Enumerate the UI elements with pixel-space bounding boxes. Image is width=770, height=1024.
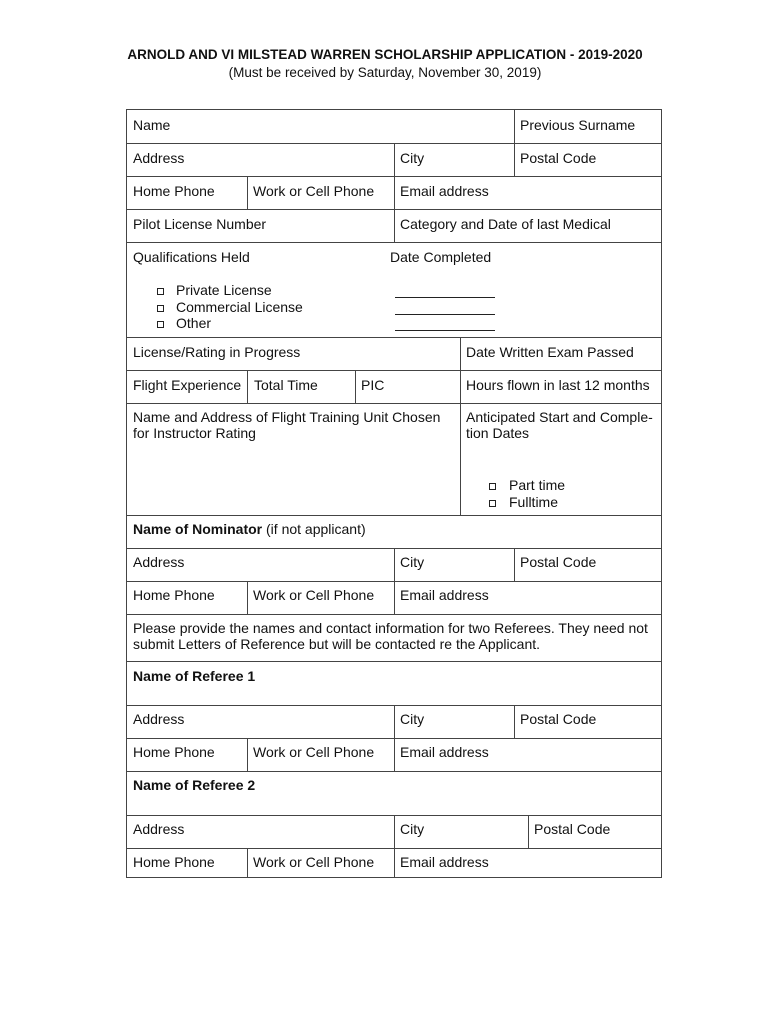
referee1-city-field[interactable]: City <box>400 711 425 727</box>
nominator-work-phone-field[interactable]: Work or Cell Phone <box>253 587 375 603</box>
referee1-email-field[interactable]: Email address <box>400 744 489 760</box>
pic-field[interactable]: PIC <box>361 377 385 393</box>
date-completed-heading: Date Completed <box>390 249 492 265</box>
commercial-license-label: Commercial License <box>176 299 303 315</box>
city-field[interactable]: City <box>400 150 425 166</box>
private-license-label: Private License <box>176 282 272 298</box>
commercial-license-date-line[interactable] <box>395 314 495 315</box>
fulltime-checkbox[interactable] <box>489 500 496 507</box>
name-field[interactable]: Name <box>133 117 171 133</box>
other-label: Other <box>176 315 212 331</box>
referee1-address-field[interactable]: Address <box>133 711 185 727</box>
other-date-line[interactable] <box>395 330 495 331</box>
fulltime-label: Fulltime <box>509 494 559 510</box>
referee2-work-phone-field[interactable]: Work or Cell Phone <box>253 854 375 870</box>
referee1-work-phone-field[interactable]: Work or Cell Phone <box>253 744 375 760</box>
address-field[interactable]: Address <box>133 150 185 166</box>
nominator-postal-code-field[interactable]: Postal Code <box>520 554 597 570</box>
nominator-name-field[interactable] <box>133 521 366 537</box>
part-time-label: Part time <box>509 477 566 493</box>
nominator-home-phone-field[interactable]: Home Phone <box>133 587 215 603</box>
flight-experience-label: Flight Experience <box>133 377 242 393</box>
work-phone-field[interactable]: Work or Cell Phone <box>253 183 375 199</box>
referee1-postal-code-field[interactable]: Postal Code <box>520 711 597 727</box>
part-time-checkbox[interactable] <box>489 483 496 490</box>
license-rating-field[interactable]: License/Rating in Progress <box>133 344 301 360</box>
training-unit-field[interactable]: Name and Address of Flight Training Unit Chosen for Instructor Rating <box>133 409 441 441</box>
nominator-address-field[interactable]: Address <box>133 554 185 570</box>
nominator-name-note: (if not applicant) <box>266 521 366 537</box>
form-title: ARNOLD AND VI MILSTEAD WARREN SCHOLARSHIP APPLICATION - 2019-2020 <box>127 47 643 62</box>
hours-12-months-field[interactable]: Hours flown in last 12 months <box>466 377 650 393</box>
referee2-home-phone-field[interactable]: Home Phone <box>133 854 215 870</box>
referee2-name-field[interactable]: Name of Referee 2 <box>133 777 256 793</box>
referee-instructions: Please provide the names and contact information for two Referees. They need not submit Letters of Reference but will be contacted re the Applicant. <box>133 620 648 652</box>
start-dates-field[interactable]: Anticipated Start and Comple-tion Dates <box>466 409 653 441</box>
email-field[interactable]: Email address <box>400 183 489 199</box>
referee2-postal-code-field[interactable]: Postal Code <box>534 821 611 837</box>
nominator-city-field[interactable]: City <box>400 554 425 570</box>
private-license-checkbox[interactable] <box>157 288 164 295</box>
other-checkbox[interactable] <box>157 321 164 328</box>
referee2-address-field[interactable]: Address <box>133 821 185 837</box>
referee2-city-field[interactable]: City <box>400 821 425 837</box>
home-phone-field[interactable]: Home Phone <box>133 183 215 199</box>
commercial-license-checkbox[interactable] <box>157 305 164 312</box>
nominator-email-field[interactable]: Email address <box>400 587 489 603</box>
referee1-home-phone-field[interactable]: Home Phone <box>133 744 215 760</box>
application-form <box>126 109 662 878</box>
nominator-name-label: Name of Nominator <box>133 521 263 537</box>
written-exam-field[interactable]: Date Written Exam Passed <box>466 344 634 360</box>
referee2-email-field[interactable]: Email address <box>400 854 489 870</box>
postal-code-field[interactable]: Postal Code <box>520 150 597 166</box>
private-license-date-line[interactable] <box>395 297 495 298</box>
medical-field[interactable]: Category and Date of last Medical <box>400 216 611 232</box>
pilot-license-field[interactable]: Pilot License Number <box>133 216 267 232</box>
form-subtitle: (Must be received by Saturday, November 30, 2019) <box>228 65 542 80</box>
previous-surname-field[interactable]: Previous Surname <box>520 117 636 133</box>
qualifications-heading: Qualifications Held <box>133 249 250 265</box>
referee1-name-field[interactable]: Name of Referee 1 <box>133 668 256 684</box>
total-time-field[interactable]: Total Time <box>254 377 318 393</box>
